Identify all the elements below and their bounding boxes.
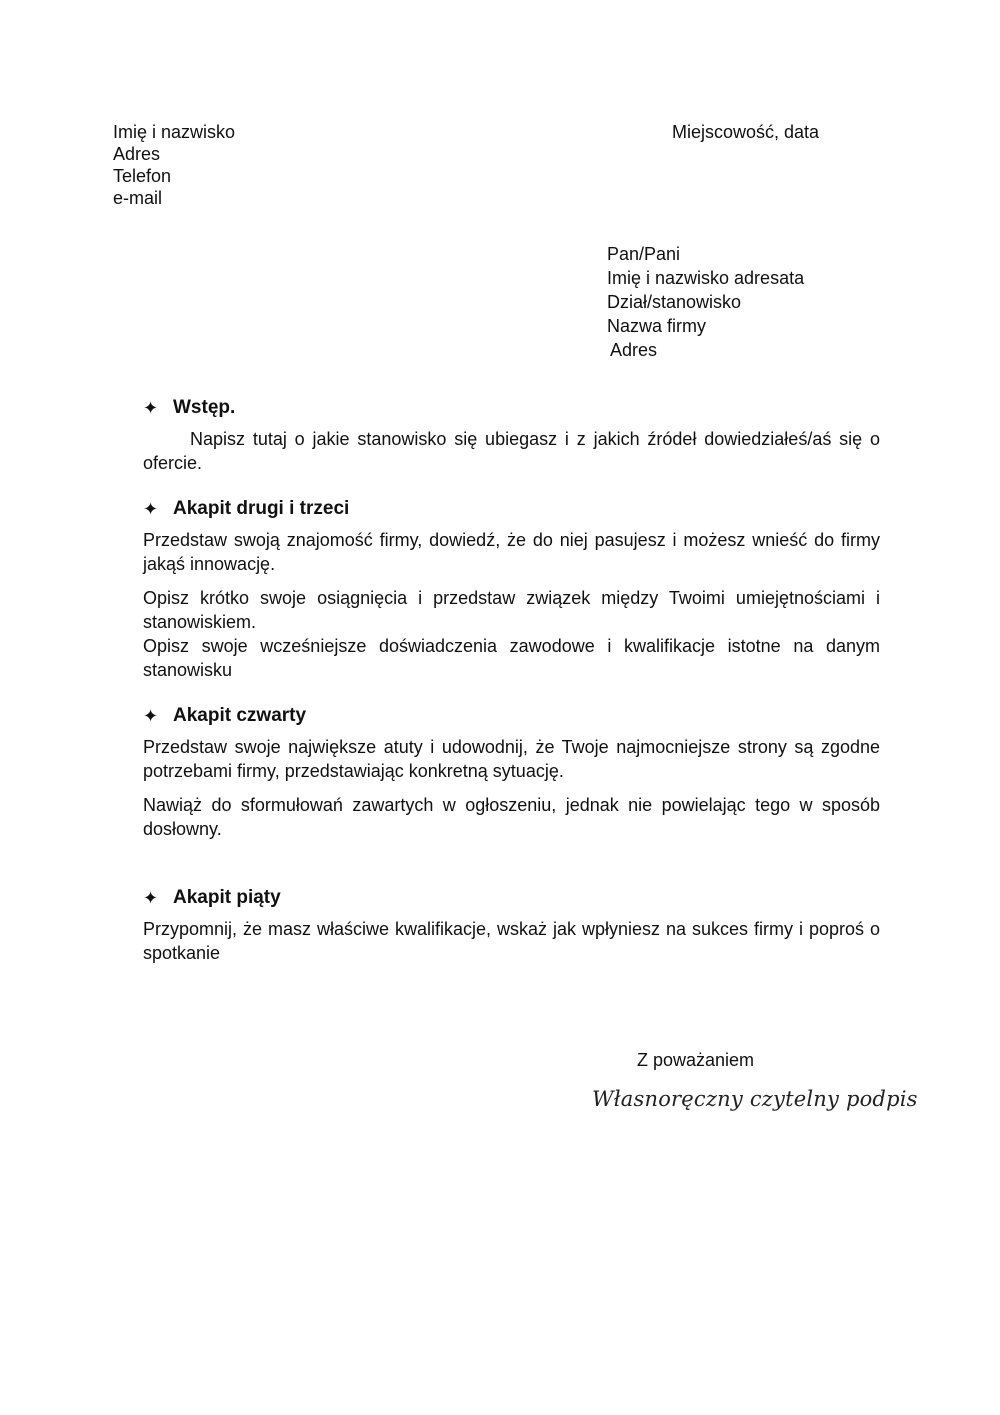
- closing-phrase: Z poważaniem: [637, 1050, 755, 1070]
- star-bullet-icon: ✦: [143, 398, 159, 418]
- section-second-third: [143, 496, 880, 682]
- section-heading: [143, 885, 880, 911]
- recipient-address: Adres: [610, 340, 658, 360]
- paragraph: Opisz krótko swoje osiągnięcia i przedstaw związek między Twoimi umiejętnościami i stanowiskiem.: [143, 588, 880, 632]
- star-bullet-icon: ✦: [143, 706, 159, 726]
- paragraph: Opisz swoje wcześniejsze doświadczenia zawodowe i kwalifikacje istotne na danym stanowisku: [143, 636, 880, 680]
- place-date: Miejscowość, data: [672, 122, 820, 142]
- signature: Własnoręczny czytelny podpis: [592, 1087, 918, 1111]
- sender-name: Imię i nazwisko: [113, 122, 236, 142]
- section-heading-text: Akapit piąty: [173, 887, 281, 908]
- paragraph: Przedstaw swoją znajomość firmy, dowiedź, że do niej pasujesz i możesz wnieść do firmy jakąś innowację.: [143, 530, 880, 574]
- sender-email: e-mail: [113, 188, 163, 208]
- paragraph: Napisz tutaj o jakie stanowisko się ubiegasz i z jakich źródeł dowiedziałeś/aś się o ofercie.: [143, 429, 880, 473]
- section-heading-text: Akapit drugi i trzeci: [173, 498, 350, 519]
- paragraph: Przypomnij, że masz właściwe kwalifikacje, wskaż jak wpłyniesz na sukces firmy i poproś o spotkanie: [143, 919, 880, 963]
- star-bullet-icon: ✦: [143, 888, 159, 908]
- section-fourth: [143, 703, 880, 841]
- paragraph: Przedstaw swoje największe atuty i udowodnij, że Twoje najmocniejsze strony są zgodne potrzebami firmy, przedstawiając konkretną sytuację.: [143, 737, 880, 781]
- recipient-company: Nazwa firmy: [607, 316, 707, 336]
- sender-phone: Telefon: [113, 166, 172, 186]
- recipient-name: Imię i nazwisko adresata: [607, 268, 805, 288]
- sender-block: [113, 121, 235, 209]
- section-heading-text: Wstęp.: [173, 397, 236, 418]
- section-intro: [143, 395, 880, 475]
- recipient-block: [607, 242, 804, 362]
- recipient-salutation: Pan/Pani: [607, 244, 681, 264]
- section-heading: [143, 703, 880, 729]
- paragraph: Nawiąż do sformułowań zawartych w ogłoszeniu, jednak nie powielając tego w sposób dosłowny.: [143, 795, 880, 839]
- section-heading: [143, 395, 880, 421]
- section-heading-text: Akapit czwarty: [173, 705, 307, 726]
- sender-address: Adres: [113, 144, 161, 164]
- letter-body: [143, 395, 880, 965]
- section-fifth: [143, 885, 880, 965]
- recipient-department: Dział/stanowisko: [607, 292, 742, 312]
- star-bullet-icon: ✦: [143, 499, 159, 519]
- section-heading: [143, 496, 880, 522]
